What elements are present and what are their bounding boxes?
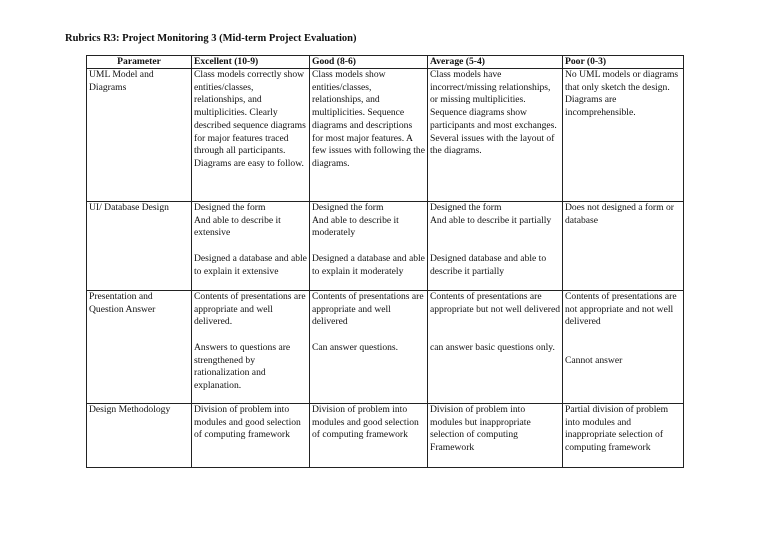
average-cell: Division of problem into modules but inappropriate selection of computing Framework (428, 404, 563, 468)
header-row (87, 56, 684, 69)
header-parameter: Parameter (87, 56, 192, 69)
document-title: Rubrics R3: Project Monitoring 3 (Mid-term Project Evaluation) (65, 33, 357, 44)
excellent-cell: Division of problem into modules and good selection of computing framework (192, 404, 310, 468)
parameter-cell: UML Model and Diagrams (87, 69, 192, 202)
header-average: Average (5-4) (428, 56, 563, 69)
poor-cell: Does not designed a form or database (563, 202, 684, 291)
header-good: Good (8-6) (310, 56, 428, 69)
good-cell: Division of problem into modules and good selection of computing framework (310, 404, 428, 468)
good-cell: Contents of presentations are appropriate and well delivered Can answer questions. (310, 291, 428, 404)
good-cell: Class models show entities/classes, relationships, and multiplicities. Sequence diagrams and descriptions for most major features. A few issues with following the diagrams. (310, 69, 428, 202)
poor-cell: Contents of presentations are not appropriate and not well delivered Cannot answer (563, 291, 684, 404)
header-poor: Poor (0-3) (563, 56, 684, 69)
rubric-table (86, 55, 684, 468)
row-presentation (87, 291, 684, 404)
average-cell: Contents of presentations are appropriate but not well delivered can answer basic questions only. (428, 291, 563, 404)
average-cell: Designed the form And able to describe it partially Designed database and able to describe it partially (428, 202, 563, 291)
poor-cell: Partial division of problem into modules and inappropriate selection of computing framework (563, 404, 684, 468)
excellent-cell: Designed the form And able to describe it extensive Designed a database and able to explain it extensive (192, 202, 310, 291)
excellent-cell: Class models correctly show entities/classes, relationships, and multiplicities. Clearly described sequence diagrams for major features traced through all participants. Diagrams are easy to follow. (192, 69, 310, 202)
poor-cell: No UML models or diagrams that only sketch the design. Diagrams are incomprehensible. (563, 69, 684, 202)
parameter-cell: Presentation and Question Answer (87, 291, 192, 404)
header-excellent: Excellent (10-9) (192, 56, 310, 69)
excellent-cell: Contents of presentations are appropriate and well delivered. Answers to questions are strengthened by rationalization and explanation. (192, 291, 310, 404)
parameter-cell: UI/ Database Design (87, 202, 192, 291)
good-cell: Designed the form And able to describe it moderately Designed a database and able to explain it moderately (310, 202, 428, 291)
row-ui-database-design (87, 202, 684, 291)
parameter-cell: Design Methodology (87, 404, 192, 468)
row-design-methodology (87, 404, 684, 468)
average-cell: Class models have incorrect/missing relationships, or missing multiplicities. Sequence diagrams show participants and most exchanges. Several issues with the layout of the diagrams. (428, 69, 563, 202)
row-uml-model (87, 69, 684, 202)
